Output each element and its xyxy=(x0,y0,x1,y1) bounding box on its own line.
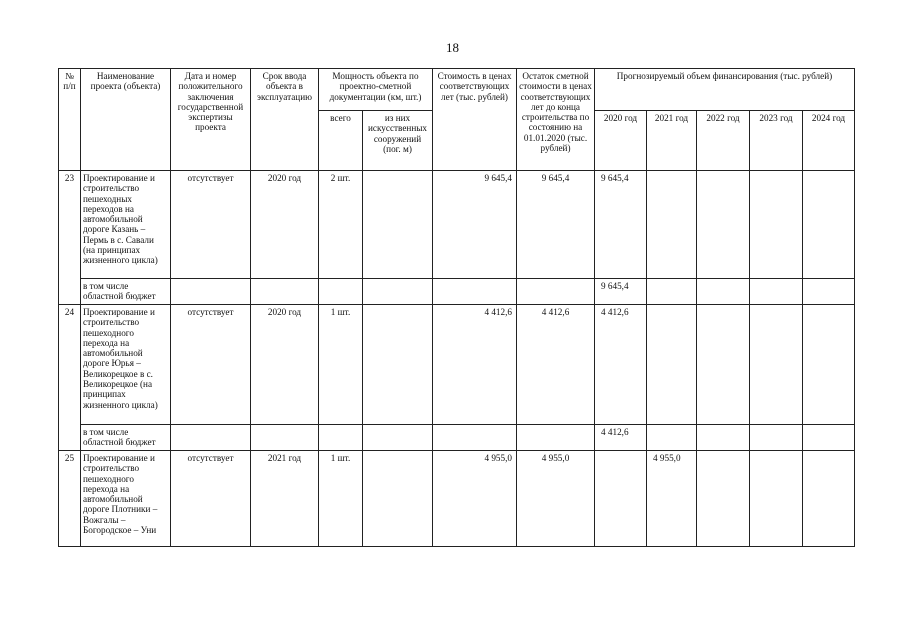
sub-year-2020-cell: 9 645,4 xyxy=(595,279,647,305)
remaining-cell: 4 412,6 xyxy=(517,305,595,425)
sub-year-2021-cell xyxy=(647,425,697,451)
year-2021-cell: 4 955,0 xyxy=(647,451,697,547)
header-year-2024: 2024 год xyxy=(803,111,855,171)
header-year-2020: 2020 год xyxy=(595,111,647,171)
header-financing: Прогнозируемый объем финансирования (тыс. рублей) xyxy=(595,69,855,111)
row-num: 23 xyxy=(59,171,81,305)
project-name: Проектирование и строительство пешеходного перехода на автомобильной дороге Плотники – Вожгалы – Богородское – Уни xyxy=(81,451,171,547)
header-cost: Стоимость в ценах соответствующих лет (тыс. рублей) xyxy=(433,69,517,171)
page-number: 18 xyxy=(446,40,459,55)
header-expertise: Дата и номер положительного заключения государственной экспертизы проекта xyxy=(171,69,251,171)
capacity-total-cell: 2 шт. xyxy=(319,171,363,279)
row-num: 25 xyxy=(59,451,81,547)
header-commission: Срок ввода объекта в эксплуатацию xyxy=(251,69,319,171)
empty-cell xyxy=(171,279,251,305)
project-name: Проектирование и строительство пешеходного перехода на автомобильной дороге Юрья – Великорецкое в с. Великорецкое (на принципах жизненного цикла) xyxy=(81,305,171,425)
empty-cell xyxy=(319,425,363,451)
capacity-total-cell: 1 шт. xyxy=(319,305,363,425)
year-2020-cell: 9 645,4 xyxy=(595,171,647,279)
empty-cell xyxy=(363,279,433,305)
capacity-artificial-cell xyxy=(363,171,433,279)
year-2022-cell xyxy=(697,171,750,279)
sub-year-2020-cell: 4 412,6 xyxy=(595,425,647,451)
table-subrow xyxy=(59,425,855,451)
expertise-cell: отсутствует xyxy=(171,171,251,279)
year-2024-cell xyxy=(803,305,855,425)
remaining-cell: 4 955,0 xyxy=(517,451,595,547)
commission-cell: 2020 год xyxy=(251,171,319,279)
cost-cell: 4 955,0 xyxy=(433,451,517,547)
empty-cell xyxy=(517,425,595,451)
empty-cell xyxy=(433,279,517,305)
empty-cell xyxy=(171,425,251,451)
year-2023-cell xyxy=(750,451,803,547)
header-capacity-artificial: из них искусственных сооружений (пог. м) xyxy=(363,111,433,171)
year-2023-cell xyxy=(750,171,803,279)
year-2021-cell xyxy=(647,305,697,425)
year-2020-cell xyxy=(595,451,647,547)
sub-year-2024-cell xyxy=(803,279,855,305)
sub-year-2022-cell xyxy=(697,279,750,305)
subrow-label: в том числе областной бюджет xyxy=(81,425,171,451)
year-2023-cell xyxy=(750,305,803,425)
subrow-label: в том числе областной бюджет xyxy=(81,279,171,305)
financing-table xyxy=(58,68,855,547)
header-capacity: Мощность объекта по проектно-сметной документации (км, шт.) xyxy=(319,69,433,111)
header-year-2023: 2023 год xyxy=(750,111,803,171)
sub-year-2021-cell xyxy=(647,279,697,305)
commission-cell: 2021 год xyxy=(251,451,319,547)
year-2021-cell xyxy=(647,171,697,279)
table-row xyxy=(59,451,855,547)
year-2022-cell xyxy=(697,305,750,425)
empty-cell xyxy=(251,425,319,451)
empty-cell xyxy=(319,279,363,305)
sub-year-2023-cell xyxy=(750,279,803,305)
cost-cell: 4 412,6 xyxy=(433,305,517,425)
capacity-artificial-cell xyxy=(363,451,433,547)
year-2024-cell xyxy=(803,451,855,547)
header-name: Наименование проекта (объекта) xyxy=(81,69,171,171)
empty-cell xyxy=(517,279,595,305)
expertise-cell: отсутствует xyxy=(171,305,251,425)
header-row-1 xyxy=(59,69,855,111)
table-row xyxy=(59,305,855,425)
empty-cell xyxy=(433,425,517,451)
commission-cell: 2020 год xyxy=(251,305,319,425)
table-row xyxy=(59,171,855,279)
header-remaining: Остаток сметной стоимости в ценах соответствующих лет до конца строительства по состоянию на 01.01.2020 (тыс. рублей) xyxy=(517,69,595,171)
table-subrow xyxy=(59,279,855,305)
row-num: 24 xyxy=(59,305,81,451)
year-2022-cell xyxy=(697,451,750,547)
empty-cell xyxy=(251,279,319,305)
header-num: № п/п xyxy=(59,69,81,171)
empty-cell xyxy=(363,425,433,451)
year-2024-cell xyxy=(803,171,855,279)
cost-cell: 9 645,4 xyxy=(433,171,517,279)
header-capacity-total: всего xyxy=(319,111,363,171)
sub-year-2023-cell xyxy=(750,425,803,451)
sub-year-2022-cell xyxy=(697,425,750,451)
sub-year-2024-cell xyxy=(803,425,855,451)
project-name: Проектирование и строительство пешеходных переходов на автомобильной дороге Казань – Пермь в с. Савали (на принципах жизненного цикла) xyxy=(81,171,171,279)
year-2020-cell: 4 412,6 xyxy=(595,305,647,425)
remaining-cell: 9 645,4 xyxy=(517,171,595,279)
header-year-2022: 2022 год xyxy=(697,111,750,171)
header-year-2021: 2021 год xyxy=(647,111,697,171)
capacity-artificial-cell xyxy=(363,305,433,425)
capacity-total-cell: 1 шт. xyxy=(319,451,363,547)
expertise-cell: отсутствует xyxy=(171,451,251,547)
